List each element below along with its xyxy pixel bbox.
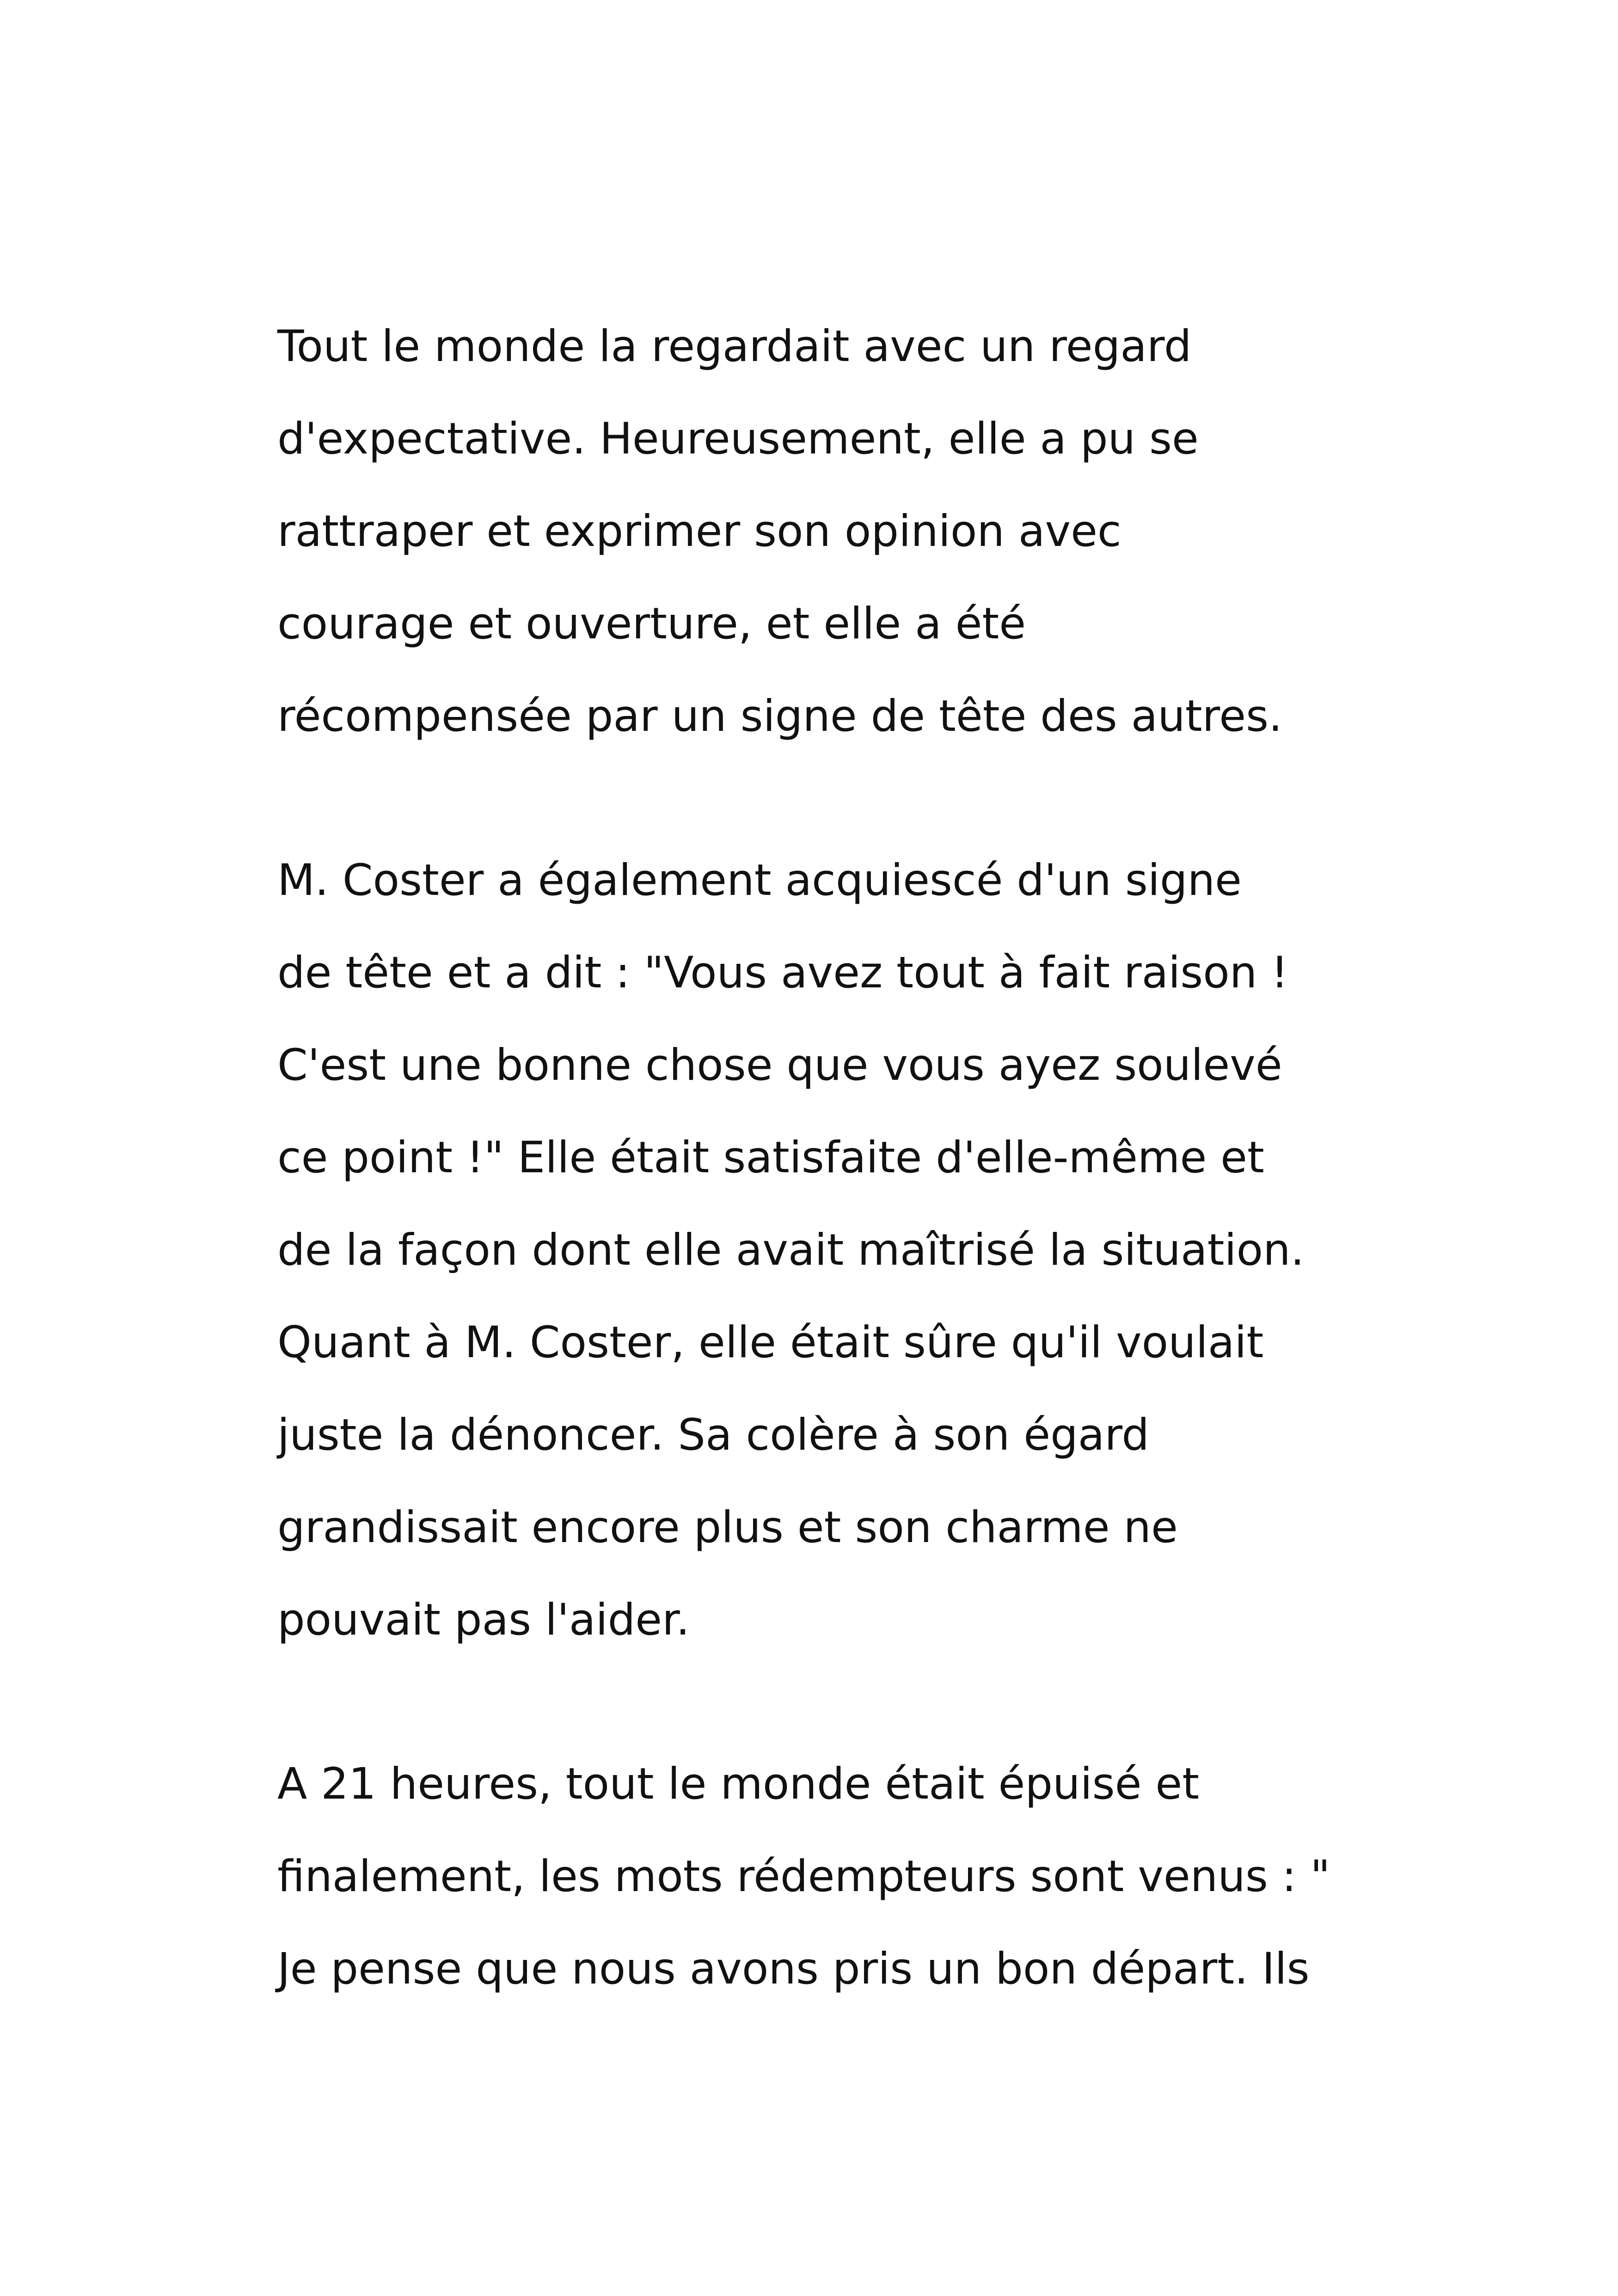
text-line: de la façon dont elle avait maîtrisé la situation.	[277, 1225, 1305, 1275]
text-line: juste la dénoncer. Sa colère à son égard	[277, 1410, 1150, 1460]
text-line: récompensée par un signe de tête des autres.	[277, 691, 1282, 741]
text-line: pouvait pas l'aider.	[277, 1595, 690, 1645]
text-line: ce point !" Elle était satisfaite d'elle-même et	[277, 1133, 1264, 1183]
text-line: Tout le monde la regardait avec un regard	[277, 321, 1192, 372]
text-line: C'est une bonne chose que vous ayez soulevé	[277, 1040, 1282, 1090]
text-line: Quant à M. Coster, elle était sûre qu'il voulait	[277, 1317, 1264, 1368]
text-line: rattraper et exprimer son opinion avec	[277, 506, 1122, 557]
text-line: Je pense que nous avons pris un bon départ. Ils	[277, 1944, 1310, 1994]
text-line: de tête et a dit : "Vous avez tout à fait raison !	[277, 948, 1288, 998]
text-line: courage et ouverture, et elle a été	[277, 599, 1026, 649]
text-line: M. Coster a également acquiescé d'un signe	[277, 855, 1242, 906]
text-line: finalement, les mots rédempteurs sont venus : "	[277, 1851, 1330, 1902]
text-line: grandissait encore plus et son charme ne	[277, 1502, 1178, 1553]
text-line: A 21 heures, tout le monde était épuisé et	[277, 1759, 1200, 1809]
text-line: d'expectative. Heureusement, elle a pu se	[277, 414, 1199, 464]
